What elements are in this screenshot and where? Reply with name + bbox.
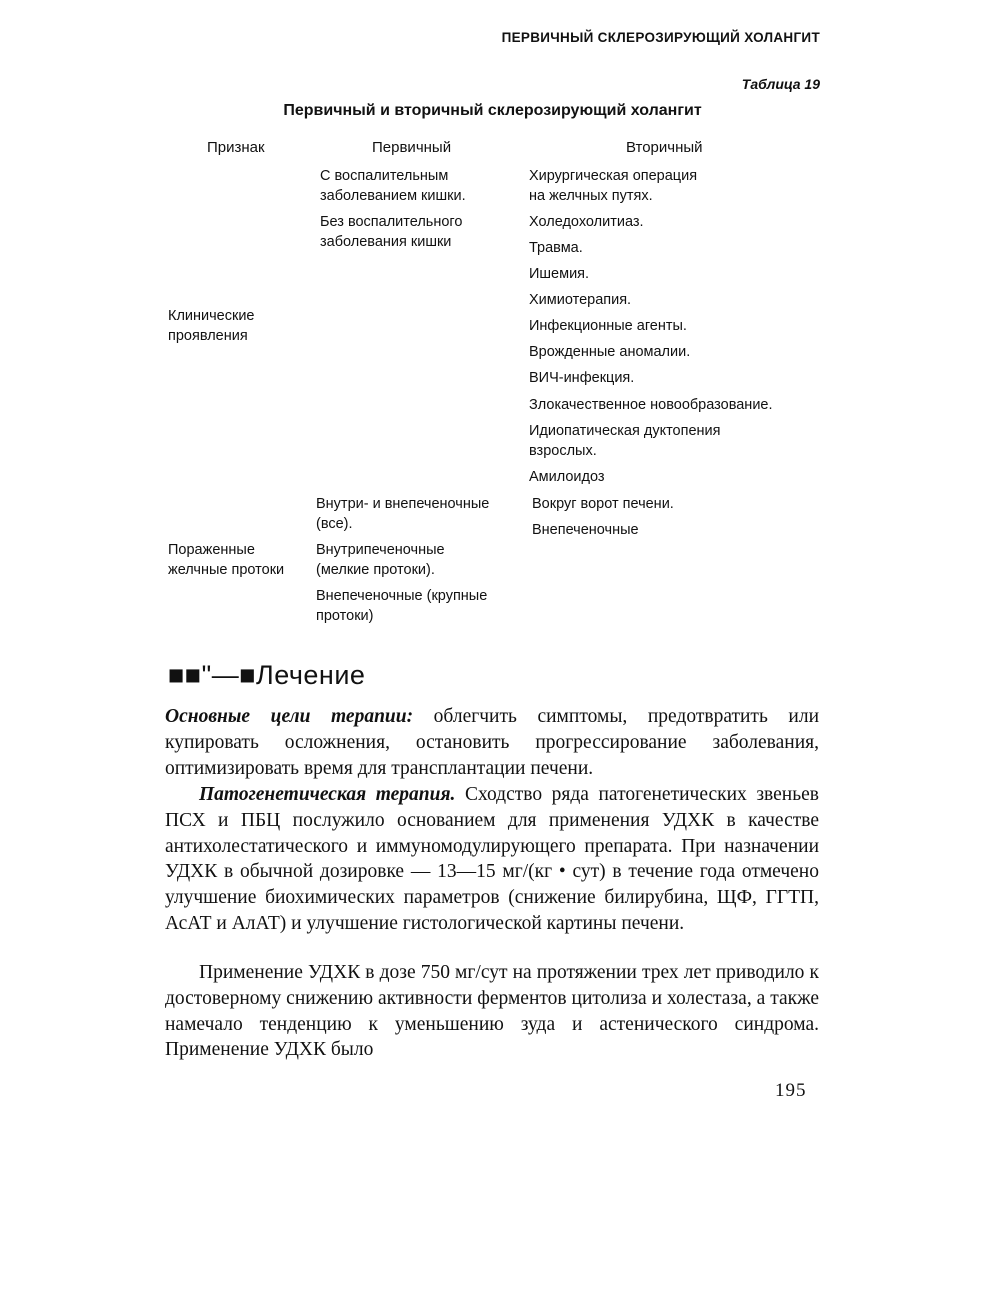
ducts-secondary-item: Вокруг ворот печени.: [532, 496, 674, 512]
page-number: 195: [775, 1080, 807, 1101]
clinical-primary-item: Без воспалительного заболевания кишки: [320, 214, 463, 250]
table-header-feature: Признак: [207, 139, 265, 156]
paragraph-lead: Патогенетическая терапия.: [199, 784, 456, 805]
clinical-primary-item: С воспалительным заболеванием кишки.: [320, 168, 466, 204]
ducts-primary-item: Внепеченочные (крупные протоки): [316, 588, 488, 624]
paragraph: [165, 704, 819, 781]
clinical-secondary-item: Идиопатическая дуктопения взрослых.: [529, 423, 721, 459]
table-header-secondary: Вторичный: [626, 139, 703, 156]
clinical-secondary-item: Хирургическая операция на желчных путях.: [529, 168, 698, 204]
table-title: Первичный и вторичный склерозирующий холангит: [283, 102, 702, 119]
section-title: Лечение: [256, 660, 366, 690]
section-heading: [168, 660, 365, 691]
clinical-secondary-item: Холедохолитиаз.: [529, 214, 644, 230]
row-label-clinical: Клинические проявления: [168, 308, 255, 344]
running-head: ПЕРВИЧНЫЙ СКЛЕРОЗИРУЮЩИЙ ХОЛАНГИТ: [501, 30, 820, 45]
clinical-secondary-item: Амилоидоз: [529, 469, 605, 485]
ducts-primary-item: Внутрипеченочные (мелкие протоки).: [316, 542, 445, 578]
clinical-secondary-item: ВИЧ-инфекция.: [529, 370, 635, 386]
paragraph-lead: Основные цели терапии:: [165, 706, 414, 727]
clinical-secondary-item: Травма.: [529, 240, 583, 256]
clinical-secondary-item: Химиотерапия.: [529, 292, 632, 308]
paragraph: [165, 782, 819, 937]
clinical-secondary-item: Ишемия.: [529, 266, 590, 282]
ducts-primary-item: Внутри- и внепеченочные (все).: [316, 496, 490, 532]
clinical-secondary-item: Врожденные аномалии.: [529, 344, 691, 360]
row-label-ducts: Пораженные желчные протоки: [168, 542, 285, 578]
paragraph-text: Сходство ряда патогенетических звеньев ПСХ и ПБЦ послужило основанием для применения УДХК в качестве антихолестатического и иммуномодулирующего препарата. При назначении УДХК в обычной дозировке — 13—15 мг/(кг • сут) в течение года отмечено улучшение биохимических параметров (снижение билирубина, ЩФ, ГГТП, АсАТ и АлАТ) и улучшение гистологической картины печени.: [165, 784, 819, 934]
clinical-secondary-item: Инфекционные агенты.: [529, 318, 687, 334]
clinical-secondary-item: Злокачественное новообразование.: [529, 397, 773, 413]
paragraph-text: Применение УДХК в дозе 750 мг/сут на протяжении трех лет приводило к достоверному снижению активности ферментов цитолиза и холестаза, а также намечало тенденцию к уменьшению зуда и астенического синдрома. Применение УДХК было: [165, 962, 819, 1061]
table-header-primary: Первичный: [372, 139, 452, 156]
paragraph: [165, 960, 819, 1063]
table-number: Таблица 19: [741, 76, 820, 92]
ducts-secondary-item: Внепеченочные: [532, 522, 639, 538]
paragraph-text: облегчить симптомы, предотвратить или купировать осложнения, остановить прогрессирование заболевания, оптимизировать время для трансплантации печени.: [165, 706, 820, 779]
section-marker: ■■"—■: [168, 660, 257, 690]
